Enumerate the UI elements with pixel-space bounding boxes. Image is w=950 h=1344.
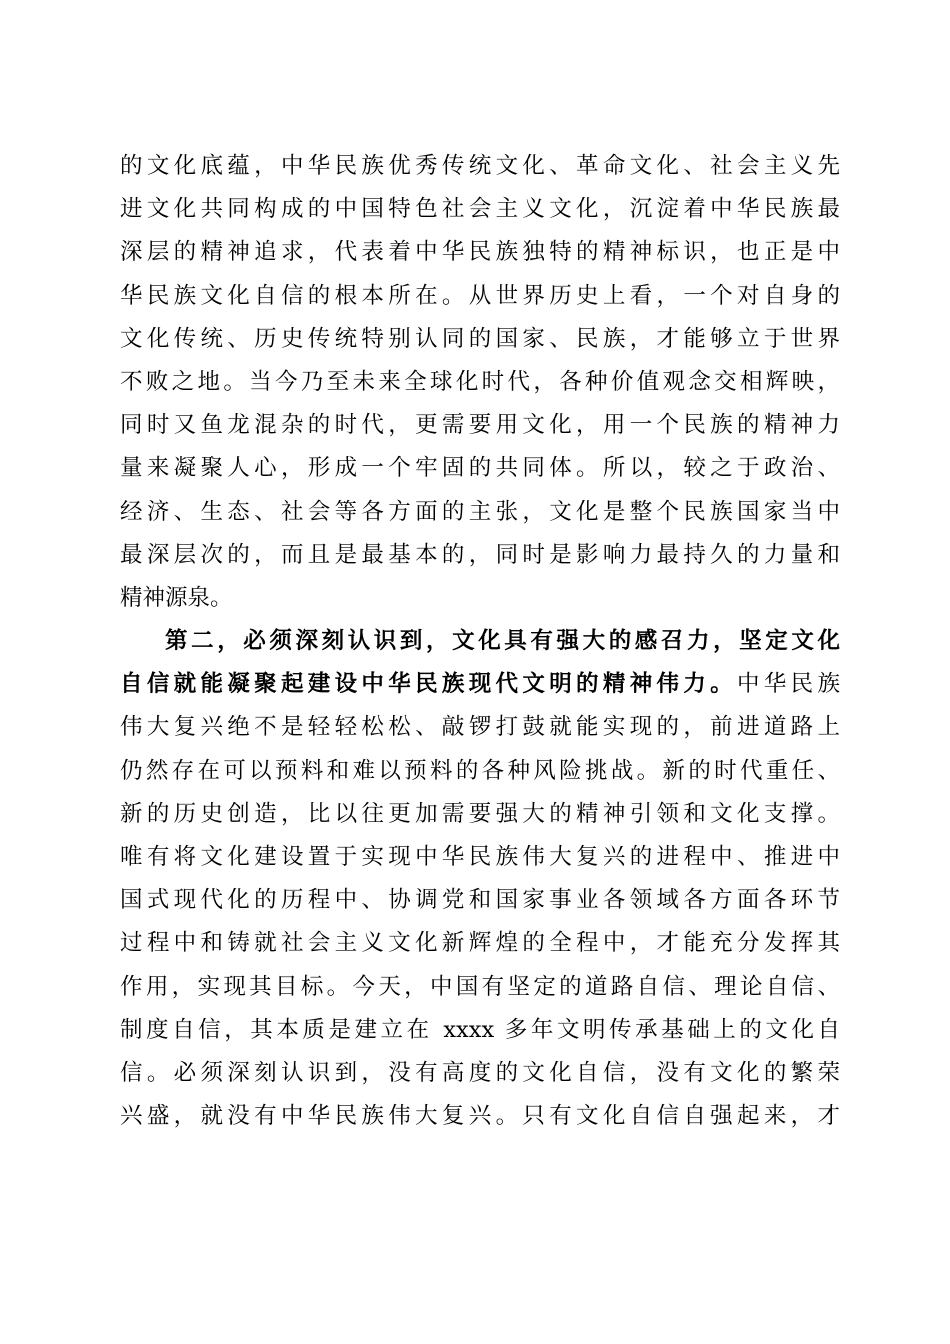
- text-line: 量来凝聚人心，形成一个牢固的共同体。所以，较之于政治、: [120, 455, 840, 482]
- text-line: 不败之地。当今乃至未来全球化时代，各种价值观念交相辉映，: [120, 368, 840, 395]
- text-line: 进文化共同构成的中国特色社会主义文化，沉淀着中华民族最: [120, 196, 840, 223]
- text-line: 国式现代化的历程中、协调党和国家事业各领域各方面各环节: [120, 887, 840, 914]
- text-line: 新的历史创造，比以往更加需要强大的精神引领和文化支撑。: [120, 800, 840, 827]
- text-line: 过程中和铸就社会主义文化新辉煌的全程中，才能充分发挥其: [120, 930, 840, 957]
- text-line: 最深层次的，而且是最基本的，同时是影响力最持久的力量和: [120, 541, 840, 568]
- text-line: 制度自信，其本质是建立在 xxxx 多年文明传承基础上的文化自: [120, 1016, 840, 1043]
- text-line: [120, 663, 840, 706]
- text-line: 精神源泉。: [120, 584, 233, 611]
- paragraph-heading-line: 第二，必须深刻认识到，文化具有强大的感召力，坚定文化: [165, 628, 840, 655]
- text-line: 同时又鱼龙混杂的时代，更需要用文化，用一个民族的精神力: [120, 412, 840, 439]
- text-line: 兴盛，就没有中华民族伟大复兴。只有文化自信自强起来，才: [120, 1103, 840, 1130]
- text-line: 唯有将文化建设置于实现中华民族伟大复兴的进程中、推进中: [120, 844, 840, 870]
- text-segment: 中华民族: [737, 671, 840, 698]
- text-line: 信。必须深刻认识到，没有高度的文化自信，没有文化的繁荣: [120, 1059, 840, 1086]
- text-line: 作用，实现其目标。今天，中国有坚定的道路自信、理论自信、: [120, 973, 840, 1000]
- text-line: 伟大复兴绝不是轻轻松松、敲锣打鼓就能实现的，前进道路上: [120, 714, 840, 741]
- text-line: 文化传统、历史传统特别认同的国家、民族，才能够立于世界: [120, 325, 840, 352]
- paragraph-2: [120, 620, 840, 1138]
- text-line: 华民族文化自信的根本所在。从世界历史上看，一个对自身的: [120, 282, 840, 309]
- paragraph-1: [120, 145, 840, 620]
- text-line: 的文化底蕴，中华民族优秀传统文化、革命文化、社会主义先: [120, 153, 840, 179]
- text-line: 深层的精神追求，代表着中华民族独特的精神标识，也正是中: [120, 239, 840, 266]
- paragraph-heading-end: 自信就能凝聚起建设中华民族现代文明的精神伟力。: [120, 671, 737, 698]
- body-text: [120, 145, 840, 1138]
- text-line: 经济、生态、社会等各方面的主张，文化是整个民族国家当中: [120, 498, 840, 525]
- text-line: 仍然存在可以预料和难以预料的各种风险挑战。新的时代重任、: [120, 757, 840, 784]
